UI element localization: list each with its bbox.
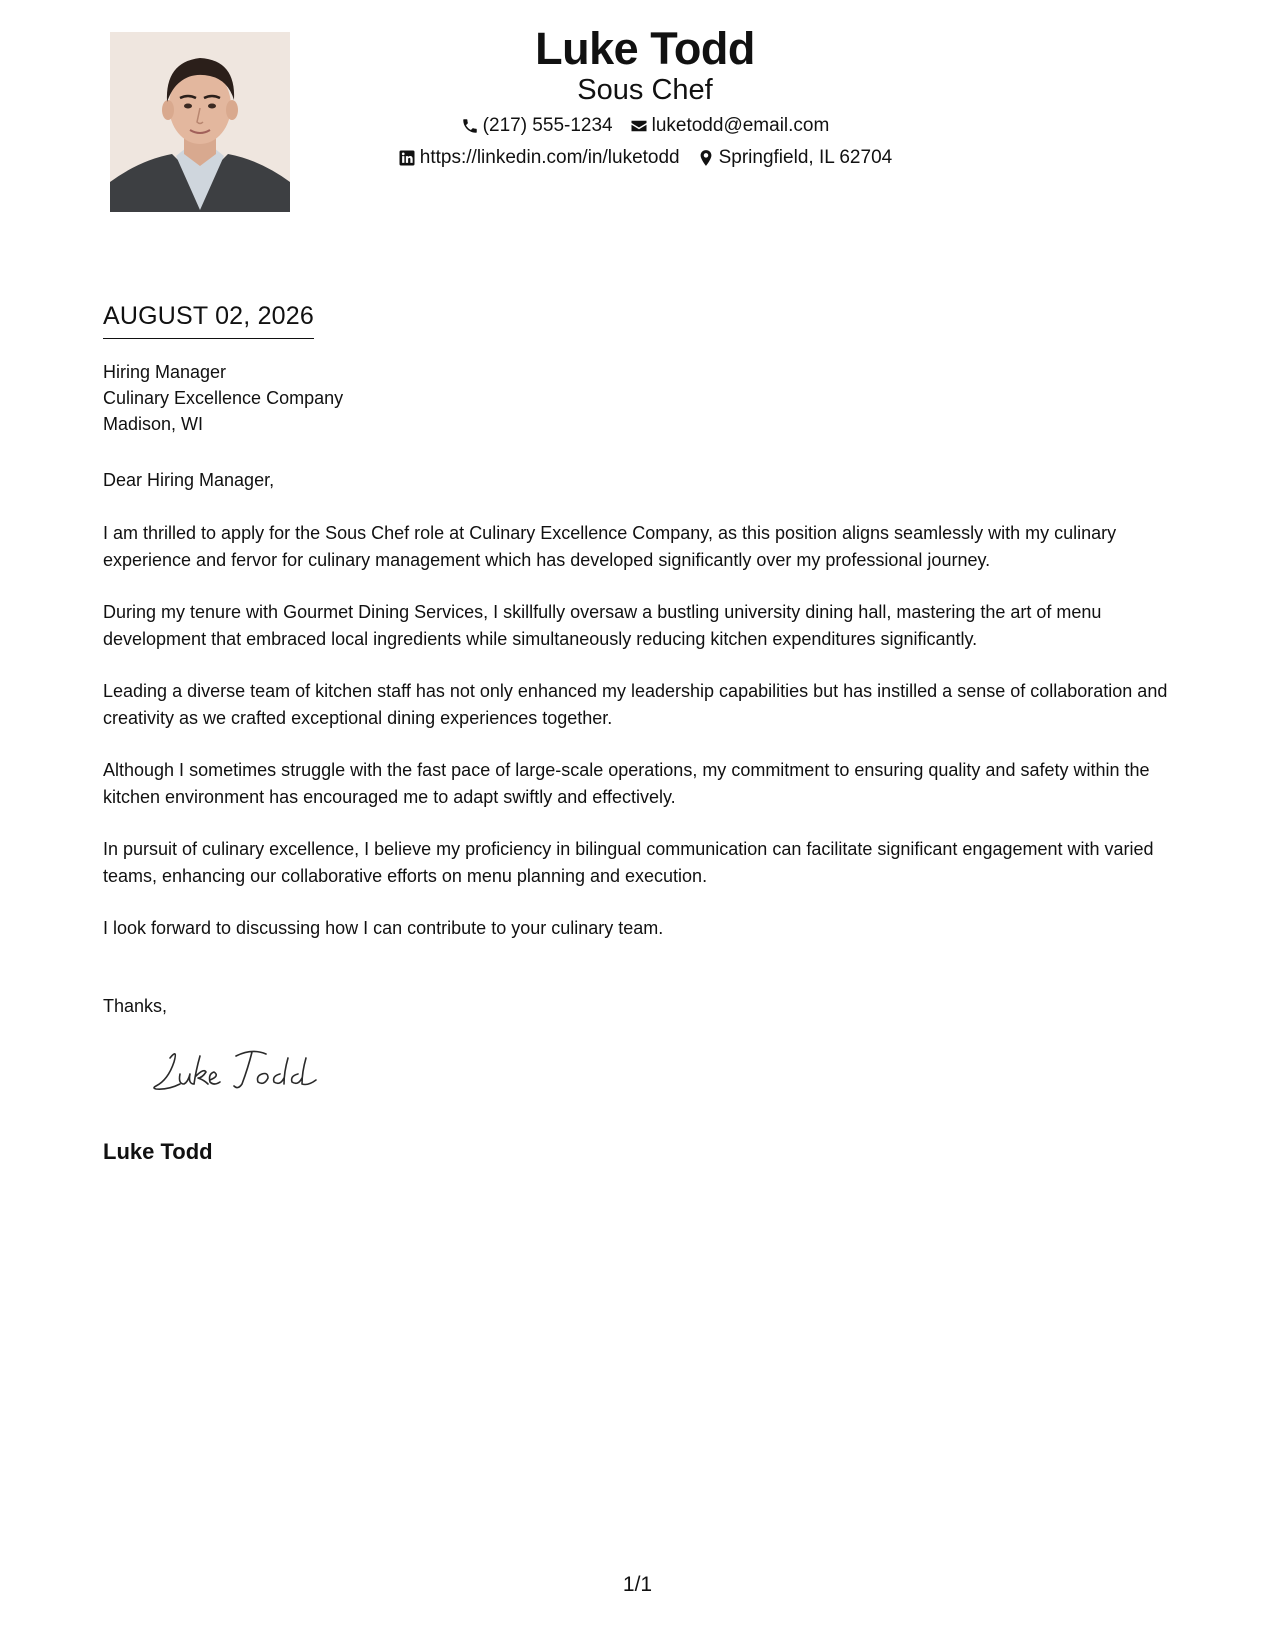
letter-date: AUGUST 02, 2026 — [103, 300, 314, 339]
job-title: Sous Chef — [577, 74, 713, 106]
contact-location — [697, 146, 893, 170]
closing: Thanks, — [103, 996, 168, 1016]
location-text: Springfield, IL 62704 — [718, 147, 893, 168]
map-pin-icon — [697, 149, 715, 167]
contact-line-1 — [330, 114, 960, 138]
envelope-icon — [630, 117, 648, 135]
signature-graphic — [148, 1040, 328, 1100]
contact-line-2 — [330, 146, 960, 170]
recipient-line: Culinary Excellence Company — [103, 388, 344, 408]
body-paragraph: I look forward to discussing how I can contribute to your culinary team. — [103, 918, 664, 938]
body-paragraph: During my tenure with Gourmet Dining Services, I skillfully oversaw a bustling university dining hall, mastering the art of menu development that embraced local ingredients while simultaneously reducing kitchen expenditures significantly. — [103, 602, 1102, 649]
header — [330, 22, 960, 170]
recipient-line: Madison, WI — [103, 414, 204, 434]
salutation: Dear Hiring Manager, — [103, 470, 275, 490]
contact-email — [630, 114, 830, 138]
contact-linkedin — [398, 146, 680, 170]
linkedin-icon — [398, 149, 416, 167]
phone-text: (217) 555-1234 — [482, 115, 613, 136]
body-paragraph: Although I sometimes struggle with the fast pace of large-scale operations, my commitment to ensuring quality and safety within the kitchen environment has encouraged me to adapt swiftly and effectively. — [103, 760, 1150, 807]
applicant-name: Luke Todd — [535, 23, 755, 74]
recipient-line: Hiring Manager — [103, 362, 227, 382]
email-text: luketodd@email.com — [651, 115, 830, 136]
profile-photo — [110, 32, 290, 212]
handwritten-signature — [148, 1040, 328, 1100]
phone-icon — [461, 117, 479, 135]
letter-body — [103, 520, 1178, 968]
recipient-block — [103, 359, 343, 437]
signer-name: Luke Todd — [103, 1139, 213, 1164]
linkedin-text: https://linkedin.com/in/luketodd — [419, 147, 680, 168]
contact-phone — [461, 114, 613, 138]
body-paragraph: In pursuit of culinary excellence, I believe my proficiency in bilingual communication can facilitate significant engagement with varied teams, enhancing our collaborative efforts on menu planning and execution. — [103, 839, 1154, 886]
body-paragraph: I am thrilled to apply for the Sous Chef role at Culinary Excellence Company, as this position aligns seamlessly with my culinary experience and fervor for culinary management which has developed significantly over my professional journey. — [103, 523, 1117, 570]
body-paragraph: Leading a diverse team of kitchen staff has not only enhanced my leadership capabilities but has instilled a sense of collaboration and creativity as we crafted exceptional dining experiences together. — [103, 681, 1168, 728]
page-number: 1/1 — [622, 1573, 653, 1596]
portrait-image — [110, 32, 290, 212]
